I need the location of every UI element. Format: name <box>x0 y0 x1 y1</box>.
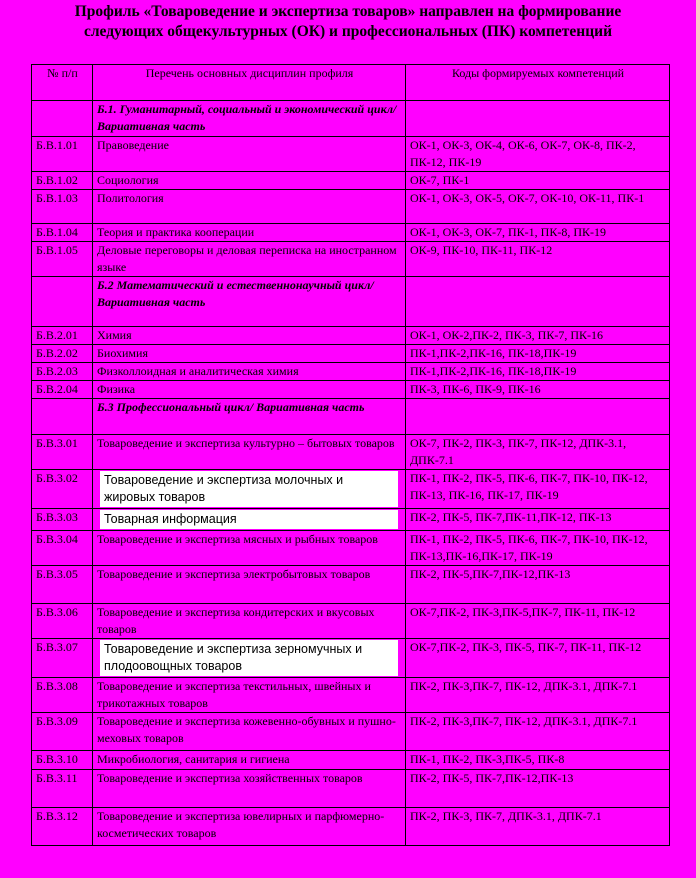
discipline-name: Микробиология, санитария и гигиена <box>93 751 406 770</box>
section-codes-cell <box>406 399 670 435</box>
discipline-name: Деловые переговоры и деловая переписка на иностранном языке <box>93 242 406 277</box>
table-row <box>32 327 670 345</box>
section-codes-cell <box>406 277 670 327</box>
section-num-cell <box>32 101 93 137</box>
discipline-code: Б.В.3.05 <box>32 566 93 604</box>
competency-codes: ПК-1,ПК-2,ПК-16, ПК-18,ПК-19 <box>406 363 670 381</box>
competency-codes: ОК-9, ПК-10, ПК-11, ПК-12 <box>406 242 670 277</box>
discipline-name: Товароведение и экспертиза кожевенно-обувных и пушно-меховых товаров <box>93 713 406 751</box>
title-line-1: Профиль «Товароведение и экспертиза товаров» направлен на формирование <box>74 3 622 20</box>
table-row <box>32 381 670 399</box>
competency-codes: ПК-2, ПК-3,ПК-7, ПК-12, ДПК-3.1, ДПК-7.1 <box>406 678 670 713</box>
section-num-cell <box>32 399 93 435</box>
competency-codes: ОК-7, ПК-2, ПК-3, ПК-7, ПК-12, ДПК-3.1, ДПК-7.1 <box>406 435 670 470</box>
discipline-code: Б.В.1.04 <box>32 224 93 242</box>
header-num: № п/п <box>32 65 93 101</box>
title-line-2: следующих общекультурных (ОК) и профессиональных (ПК) компетенций <box>83 23 613 40</box>
section-row <box>32 399 670 435</box>
table-row <box>32 137 670 172</box>
discipline-code: Б.В.2.01 <box>32 327 93 345</box>
discipline-code: Б.В.3.03 <box>32 509 93 531</box>
discipline-name: Химия <box>93 327 406 345</box>
table-row <box>32 713 670 751</box>
discipline-code: Б.В.1.05 <box>32 242 93 277</box>
discipline-name: Товароведение и экспертиза мясных и рыбных товаров <box>93 531 406 566</box>
discipline-name-cell <box>93 639 406 678</box>
table-row <box>32 808 670 846</box>
discipline-name: Физколлоидная и аналитическая химия <box>93 363 406 381</box>
table-row <box>32 470 670 509</box>
table-row <box>32 190 670 224</box>
table-row <box>32 566 670 604</box>
competency-codes: ПК-2, ПК-3,ПК-7, ПК-12, ДПК-3.1, ДПК-7.1 <box>406 713 670 751</box>
discipline-name: Биохимия <box>93 345 406 363</box>
table-row <box>32 751 670 770</box>
discipline-code: Б.В.3.09 <box>32 713 93 751</box>
discipline-code: Б.В.2.04 <box>32 381 93 399</box>
section-row <box>32 101 670 137</box>
competency-codes: ОК-1, ОК-2,ПК-2, ПК-3, ПК-7, ПК-16 <box>406 327 670 345</box>
discipline-code: Б.В.1.02 <box>32 172 93 190</box>
discipline-name: Теория и практика кооперации <box>93 224 406 242</box>
discipline-name: Социология <box>93 172 406 190</box>
table-row <box>32 770 670 808</box>
table-row <box>32 172 670 190</box>
page-title <box>0 2 696 42</box>
competency-table <box>31 64 670 846</box>
section-title: Б.3 Профессиональный цикл/ Вариативная часть <box>93 399 406 435</box>
discipline-code: Б.В.1.01 <box>32 137 93 172</box>
table-row <box>32 345 670 363</box>
discipline-name: Товароведение и экспертиза ювелирных и парфюмерно-косметических товаров <box>93 808 406 846</box>
discipline-code: Б.В.3.01 <box>32 435 93 470</box>
discipline-code: Б.В.2.02 <box>32 345 93 363</box>
discipline-name: Товарная информация <box>100 510 398 529</box>
table-row <box>32 363 670 381</box>
discipline-name: Физика <box>93 381 406 399</box>
competency-codes: ПК-3, ПК-6, ПК-9, ПК-16 <box>406 381 670 399</box>
table-row <box>32 435 670 470</box>
table-row <box>32 224 670 242</box>
discipline-code: Б.В.3.10 <box>32 751 93 770</box>
competency-codes: ОК-7,ПК-2, ПК-3, ПК-5, ПК-7, ПК-11, ПК-12 <box>406 639 670 678</box>
discipline-name: Товароведение и экспертиза молочных и жировых товаров <box>100 471 398 507</box>
competency-codes: ОК-7,ПК-2, ПК-3,ПК-5,ПК-7, ПК-11, ПК-12 <box>406 604 670 639</box>
table-row <box>32 639 670 678</box>
section-codes-cell <box>406 101 670 137</box>
discipline-code: Б.В.3.08 <box>32 678 93 713</box>
header-codes: Коды формируемых компетенций <box>406 65 670 101</box>
competency-codes: ПК-2, ПК-5, ПК-7,ПК-12,ПК-13 <box>406 770 670 808</box>
discipline-name: Правоведение <box>93 137 406 172</box>
competency-codes: ПК-2, ПК-3, ПК-7, ДПК-3.1, ДПК-7.1 <box>406 808 670 846</box>
competency-codes: ОК-7, ПК-1 <box>406 172 670 190</box>
discipline-code: Б.В.3.11 <box>32 770 93 808</box>
competency-codes: ПК-2, ПК-5, ПК-7,ПК-11,ПК-12, ПК-13 <box>406 509 670 531</box>
section-row <box>32 277 670 327</box>
discipline-name: Товароведение и экспертиза электробытовых товаров <box>93 566 406 604</box>
discipline-name: Товароведение и экспертиза культурно – бытовых товаров <box>93 435 406 470</box>
competency-codes: ОК-1, ОК-3, ОК-5, ОК-7, ОК-10, ОК-11, ПК-1 <box>406 190 670 224</box>
discipline-code: Б.В.3.07 <box>32 639 93 678</box>
competency-codes: ПК-2, ПК-5,ПК-7,ПК-12,ПК-13 <box>406 566 670 604</box>
competency-codes: ПК-1,ПК-2,ПК-16, ПК-18,ПК-19 <box>406 345 670 363</box>
table-header-row <box>32 65 670 101</box>
section-title: Б.1. Гуманитарный, социальный и экономический цикл/Вариативная часть <box>93 101 406 137</box>
competency-codes: ОК-1, ОК-3, ОК-4, ОК-6, ОК-7, ОК-8, ПК-2, ПК-12, ПК-19 <box>406 137 670 172</box>
discipline-name: Товароведение и экспертиза кондитерских и вкусовых товаров <box>93 604 406 639</box>
table-row <box>32 604 670 639</box>
competency-codes: ПК-1, ПК-2, ПК-5, ПК-6, ПК-7, ПК-10, ПК-12, ПК-13, ПК-16, ПК-17, ПК-19 <box>406 470 670 509</box>
discipline-name: Товароведение и экспертиза текстильных, швейных и трикотажных товаров <box>93 678 406 713</box>
competency-codes: ОК-1, ОК-3, ОК-7, ПК-1, ПК-8, ПК-19 <box>406 224 670 242</box>
discipline-code: Б.В.2.03 <box>32 363 93 381</box>
discipline-code: Б.В.3.12 <box>32 808 93 846</box>
table-row <box>32 242 670 277</box>
section-title: Б.2 Математический и естественнонаучный цикл/ Вариативная часть <box>93 277 406 327</box>
discipline-code: Б.В.3.02 <box>32 470 93 509</box>
discipline-name: Товароведение и экспертиза хозяйственных товаров <box>93 770 406 808</box>
table-row <box>32 531 670 566</box>
discipline-name-cell <box>93 509 406 531</box>
discipline-name: Политология <box>93 190 406 224</box>
discipline-code: Б.В.1.03 <box>32 190 93 224</box>
discipline-name: Товароведение и экспертиза зерномучных и плодоовощных товаров <box>100 640 398 676</box>
competency-codes: ПК-1, ПК-2, ПК-3,ПК-5, ПК-8 <box>406 751 670 770</box>
discipline-code: Б.В.3.06 <box>32 604 93 639</box>
section-num-cell <box>32 277 93 327</box>
table-row <box>32 509 670 531</box>
discipline-code: Б.В.3.04 <box>32 531 93 566</box>
header-disciplines: Перечень основных дисциплин профиля <box>93 65 406 101</box>
discipline-name-cell <box>93 470 406 509</box>
competency-codes: ПК-1, ПК-2, ПК-5, ПК-6, ПК-7, ПК-10, ПК-12, ПК-13,ПК-16,ПК-17, ПК-19 <box>406 531 670 566</box>
table-row <box>32 678 670 713</box>
